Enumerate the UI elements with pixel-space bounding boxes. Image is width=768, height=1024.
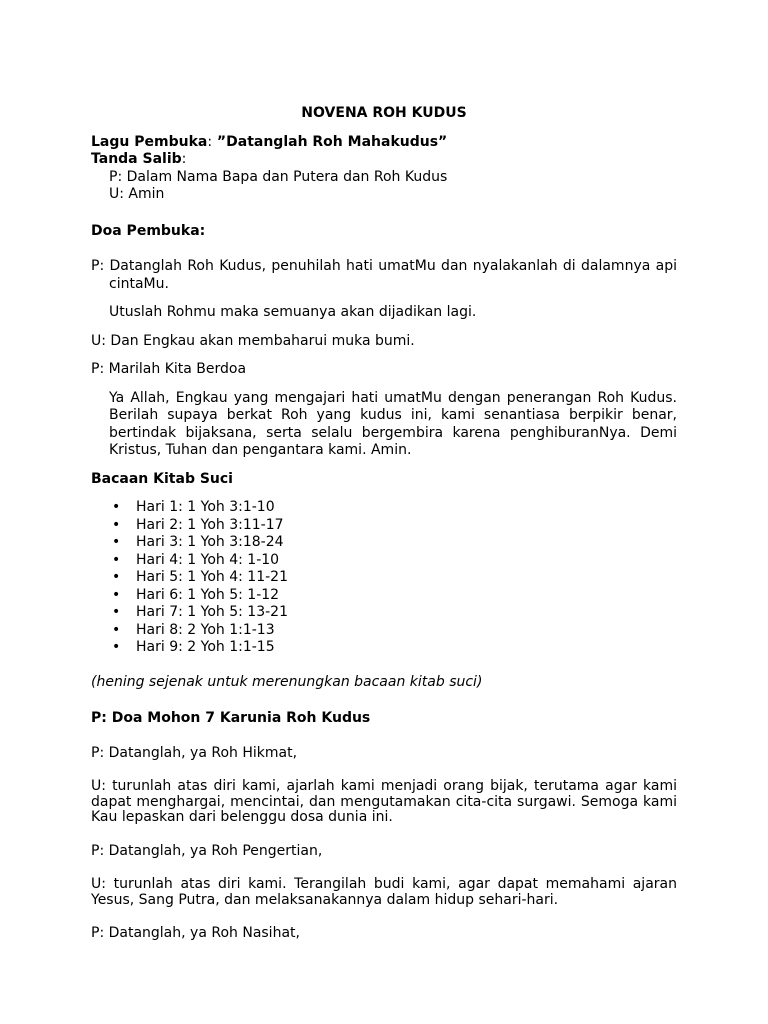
list-item: • Hari 6: 1 Yoh 5: 1-12 — [112, 586, 280, 603]
list-item: • Hari 8: 2 Yoh 1:1-13 — [112, 621, 275, 638]
list-item: • Hari 7: 1 Yoh 5: 13-21 — [112, 604, 288, 620]
gifts-priest-understanding: P: Datanglah, ya Roh Pengertian, — [91, 842, 323, 859]
gifts-people-understanding: U: turunlah atas diri kami. Terangilah budi kami, agar dapat memahami ajaran Yesus, Sang Putra, dan melaksanakannya dalam hidup sehari-hari. — [91, 876, 677, 908]
sign-of-cross-people: U: Amin — [109, 186, 165, 202]
sign-of-cross-label: Tanda Salib — [91, 151, 182, 167]
gifts-priest-counsel: P: Datanglah, ya Roh Nasihat, — [91, 925, 300, 941]
gifts-priest-wisdom: P: Datanglah, ya Roh Hikmat, — [91, 744, 298, 761]
list-item: • Hari 9: 2 Yoh 1:1-15 — [112, 639, 275, 655]
bullet-icon: • — [112, 569, 121, 585]
gifts-people-wisdom: U: turunlah atas diri kami, ajarlah kami menjadi orang bijak, terutama agar kami dapat menghargai, mencintai, dan mengutamakan cita-cita surgawi. Semoga kami Kau lepaskan dari belenggu dosa dunia ini. — [91, 778, 677, 825]
readings-list — [91, 499, 677, 657]
opening-prayer-heading: Doa Pembuka: — [91, 222, 206, 239]
silence-note: (hening sejenak untuk merenungkan bacaan kitab suci) — [91, 673, 483, 690]
list-item: • Hari 2: 1 Yoh 3:11-17 — [112, 516, 284, 533]
document-page — [91, 105, 677, 943]
opening-prayer-priest-1: P: Datanglah Roh Kudus, penuhilah hati umatMu dan nyalakanlah di dalamnya api cintaMu. — [91, 258, 677, 292]
sign-of-cross-separator: : — [181, 151, 187, 167]
list-item: • Hari 1: 1 Yoh 3:1-10 — [112, 499, 275, 515]
bullet-icon: • — [112, 621, 121, 638]
bullet-icon: • — [112, 516, 121, 533]
document-title: NOVENA ROH KUDUS — [301, 105, 467, 121]
bullet-icon: • — [112, 499, 121, 515]
sign-of-cross-priest: P: Dalam Nama Bapa dan Putera dan Roh Kudus — [109, 168, 448, 185]
sign-of-cross-line — [91, 151, 677, 169]
list-item: • Hari 4: 1 Yoh 4: 1-10 — [112, 551, 280, 568]
opening-prayer-priest-2: Utuslah Rohmu maka semuanya akan dijadikan lagi. — [109, 304, 477, 320]
opening-prayer-people-1: U: Dan Engkau akan membaharui muka bumi. — [91, 332, 415, 349]
bullet-icon: • — [112, 534, 121, 550]
opening-song-line — [91, 134, 677, 152]
opening-prayer-priest-3: P: Marilah Kita Berdoa — [91, 361, 247, 377]
bullet-icon: • — [112, 586, 121, 603]
bullet-icon: • — [112, 604, 121, 620]
opening-prayer-text: Ya Allah, Engkau yang mengajari hati umatMu dengan penerangan Roh Kudus. Berilah supaya berkat Roh yang kudus ini, kami senantiasa berpikir benar, bertindak bijaksana, serta selalu bergembira karena penghiburanNya. Demi Kristus, Tuhan dan pengantara kami. Amin. — [109, 389, 677, 458]
bullet-icon: • — [112, 639, 121, 655]
bullet-icon: • — [112, 551, 121, 568]
opening-song-label: Lagu Pembuka — [91, 133, 208, 150]
opening-song-separator: : — [207, 133, 213, 150]
gifts-heading: P: Doa Mohon 7 Karunia Roh Kudus — [91, 710, 371, 726]
list-item: • Hari 5: 1 Yoh 4: 11-21 — [112, 569, 288, 585]
readings-heading: Bacaan Kitab Suci — [91, 470, 233, 487]
list-item: • Hari 3: 1 Yoh 3:18-24 — [112, 534, 284, 550]
opening-song-title: ”Datanglah Roh Mahakudus” — [212, 133, 448, 150]
